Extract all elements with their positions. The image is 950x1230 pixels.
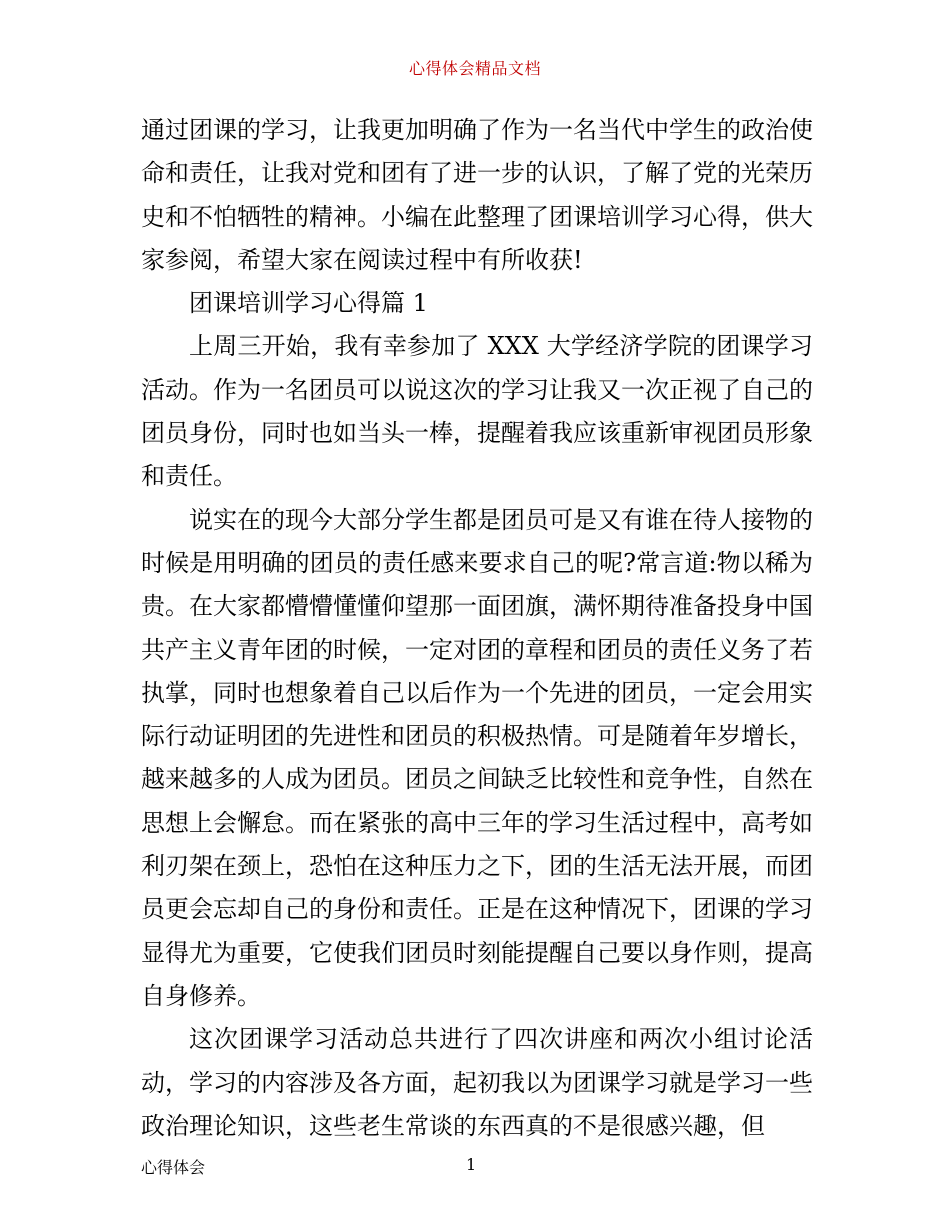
footer-label: 心得体会: [141, 1158, 206, 1177]
body-paragraph-2: 说实在的现今大部分学生都是团员可是又有谁在待人接物的时候是用明确的团员的责任感来要求自己的呢?常言道:物以稀为贵。在大家都懵懵懂懂仰望那一面团旗，满怀期待准备投身中国共产主义青年团的时候，一定对团的章程和团员的责任义务了若执掌，同时也想象着自己以后作为一个先进的团员，一定会用实际行动证明团的先进性和团员的积极热情。可是随着年岁增长，越来越多的人成为团员。团员之间缺乏比较性和竞争性，自然在思想上会懈怠。而在紧张的高中三年的学习生活过程中，高考如利刃架在颈上，恐怕在这种压力之下，团的生活无法开展，而团员更会忘却自己的身份和责任。正是在这种情况下，团课的学习显得尤为重要，它使我们团员时刻能提醒自己要以身作则，提高自身修养。: [141, 505, 813, 1010]
page-number: 1: [466, 1155, 477, 1174]
intro-paragraph: 通过团课的学习，让我更加明确了作为一名当代中学生的政治使命和责任，让我对党和团有了进一步的认识，了解了党的光荣历史和不怕牺牲的精神。小编在此整理了团课培训学习心得，供大家参阅，希望大家在阅读过程中有所收获!: [141, 116, 813, 274]
section-title: 团课培训学习心得篇 1: [189, 289, 428, 318]
page-header-title: 心得体会精品文档: [408, 59, 541, 78]
body-paragraph-1: 上周三开始，我有幸参加了 XXX 大学经济学院的团课学习活动。作为一名团员可以说这次的学习让我又一次正视了自己的团员身份，同时也如当头一棒，提醒着我应该重新审视团员形象和责任。: [141, 332, 813, 491]
document-body: [141, 109, 813, 1148]
body-paragraph-3: 这次团课学习活动总共进行了四次讲座和两次小组讨论活动，学习的内容涉及各方面，起初我以为团课学习就是学习一些政治理论知识，这些老生常谈的东西真的不是很感兴趣，但: [141, 1025, 813, 1140]
